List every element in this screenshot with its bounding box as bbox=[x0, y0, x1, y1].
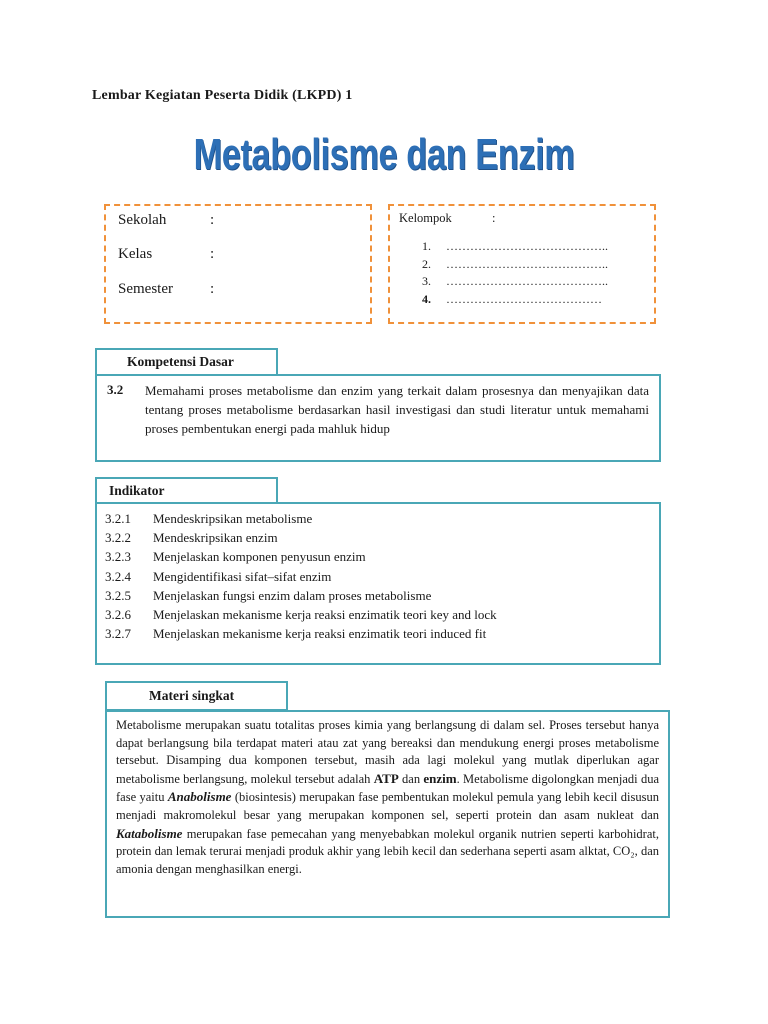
kompetensi-text: Memahami proses metabolisme dan enzim yang terkait dalam prosesnya dan menyajikan data tentang proses metabolisme berdasarkan hasil investigasi dan studi literatur untuk memahami proses pembentukan energi pada mahluk hidup bbox=[145, 383, 649, 436]
indikator-tab: Indikator bbox=[95, 477, 278, 504]
field-class[interactable] bbox=[118, 246, 214, 263]
materi-tab: Materi singkat bbox=[105, 681, 288, 711]
indikator-item bbox=[105, 509, 497, 528]
main-title: Metabolisme dan Enzim bbox=[193, 130, 575, 179]
member-blank: ………………………………….. bbox=[446, 256, 608, 271]
member-row-3[interactable] bbox=[422, 273, 608, 291]
materi-term-enzim: enzim bbox=[423, 770, 457, 786]
indikator-list bbox=[105, 509, 497, 643]
member-number: 2. bbox=[422, 256, 431, 271]
materi-part: . Metabolisme digolongkan menjadi dua fase yaitu bbox=[116, 771, 659, 805]
kompetensi-tab: Kompetensi Dasar bbox=[95, 348, 278, 376]
materi-term-anabolisme: Anabolisme bbox=[167, 789, 232, 805]
indikator-item bbox=[105, 528, 497, 547]
indikator-text: Menjelaskan fungsi enzim dalam proses metabolisme bbox=[153, 587, 432, 603]
field-label: Sekolah bbox=[118, 212, 167, 228]
indikator-item bbox=[105, 605, 497, 624]
field-colon: : bbox=[210, 281, 215, 297]
kompetensi-panel bbox=[95, 374, 661, 462]
indikator-panel bbox=[95, 502, 661, 665]
indikator-item bbox=[105, 586, 497, 605]
group-label: Kelompok bbox=[399, 211, 452, 225]
indikator-code: 3.2.7 bbox=[105, 626, 131, 642]
materi-part: (biosintesis) merupakan fase pembentukan molekul pemula yang lebih kecil disusun menjadi makromolekul besar yang merupakan komponen sel, seperti protein dan asam nukleat dan bbox=[116, 790, 659, 822]
materi-term-katabolisme: Katabolisme bbox=[116, 825, 183, 841]
indikator-text: Mengidentifikasi sifat–sifat enzim bbox=[153, 568, 332, 584]
indikator-item bbox=[105, 624, 497, 643]
member-number: 4. bbox=[422, 291, 431, 306]
indikator-code: 3.2.6 bbox=[105, 607, 131, 623]
indikator-text: Mendeskripsikan metabolisme bbox=[153, 511, 313, 526]
indikator-code: 3.2.5 bbox=[105, 587, 131, 603]
indikator-item bbox=[105, 567, 497, 586]
group-colon: : bbox=[492, 211, 496, 225]
materi-part: merupakan fase pemecahan yang menyebabkan molekul organik nutrien seperti karbohidrat, protein dan lemak terurai menjadi produk akhir yang lebih kecil dan sederhana seperti asam alktat, CO₂, dan amonia dengan menghasilkan energi. bbox=[116, 826, 659, 876]
member-row-4[interactable] bbox=[422, 291, 608, 309]
member-number: 1. bbox=[422, 239, 431, 253]
indikator-text: Menjelaskan mekanisme kerja reaksi enzimatik teori key and lock bbox=[153, 607, 497, 623]
kompetensi-number: 3.2 bbox=[107, 382, 124, 397]
member-blank: ………………………………….. bbox=[446, 239, 608, 253]
materi-term-atp: ATP bbox=[373, 770, 399, 786]
indikator-code: 3.2.1 bbox=[105, 511, 131, 526]
materi-part: dan bbox=[398, 771, 424, 786]
indikator-text: Menjelaskan mekanisme kerja reaksi enzimatik teori induced fit bbox=[153, 626, 487, 642]
field-label: Kelas bbox=[118, 246, 153, 262]
indikator-code: 3.2.4 bbox=[105, 568, 131, 584]
field-semester[interactable] bbox=[118, 281, 214, 298]
materi-panel bbox=[105, 710, 670, 918]
indikator-code: 3.2.3 bbox=[105, 549, 131, 565]
materi-text bbox=[116, 717, 659, 878]
indikator-item bbox=[105, 547, 497, 566]
field-school[interactable] bbox=[118, 212, 214, 229]
member-number: 3. bbox=[422, 274, 431, 288]
indikator-text: Mendeskripsikan enzim bbox=[153, 530, 278, 546]
member-blank: ………………………………….. bbox=[446, 274, 608, 288]
member-list bbox=[422, 238, 608, 308]
group-box bbox=[388, 204, 656, 324]
member-row-2[interactable] bbox=[422, 256, 608, 274]
field-colon: : bbox=[210, 212, 215, 228]
member-row-1[interactable] bbox=[422, 238, 608, 256]
indikator-text: Menjelaskan komponen penyusun enzim bbox=[153, 549, 366, 565]
identity-box bbox=[104, 204, 372, 324]
field-colon: : bbox=[210, 246, 215, 262]
document-heading: Lembar Kegiatan Peserta Didik (LKPD) 1 bbox=[92, 88, 353, 103]
materi-part: Metabolisme merupakan suatu totalitas proses kimia yang berlangsung di dalam sel. Proses tersebut hanya dapat berlangsung bila terdapat materi atau zat yang bereaksi dan mendukung energi proses metabolisme tersebut. Disamping dua komponen tersebut, masih ada lagi molekul yang mutlak diperlukan agar metabolisme berlangsung, molekul tersebut adalah bbox=[116, 718, 659, 786]
indikator-code: 3.2.2 bbox=[105, 530, 131, 546]
field-label: Semester bbox=[118, 281, 173, 297]
member-blank: ………………………………… bbox=[446, 291, 602, 306]
